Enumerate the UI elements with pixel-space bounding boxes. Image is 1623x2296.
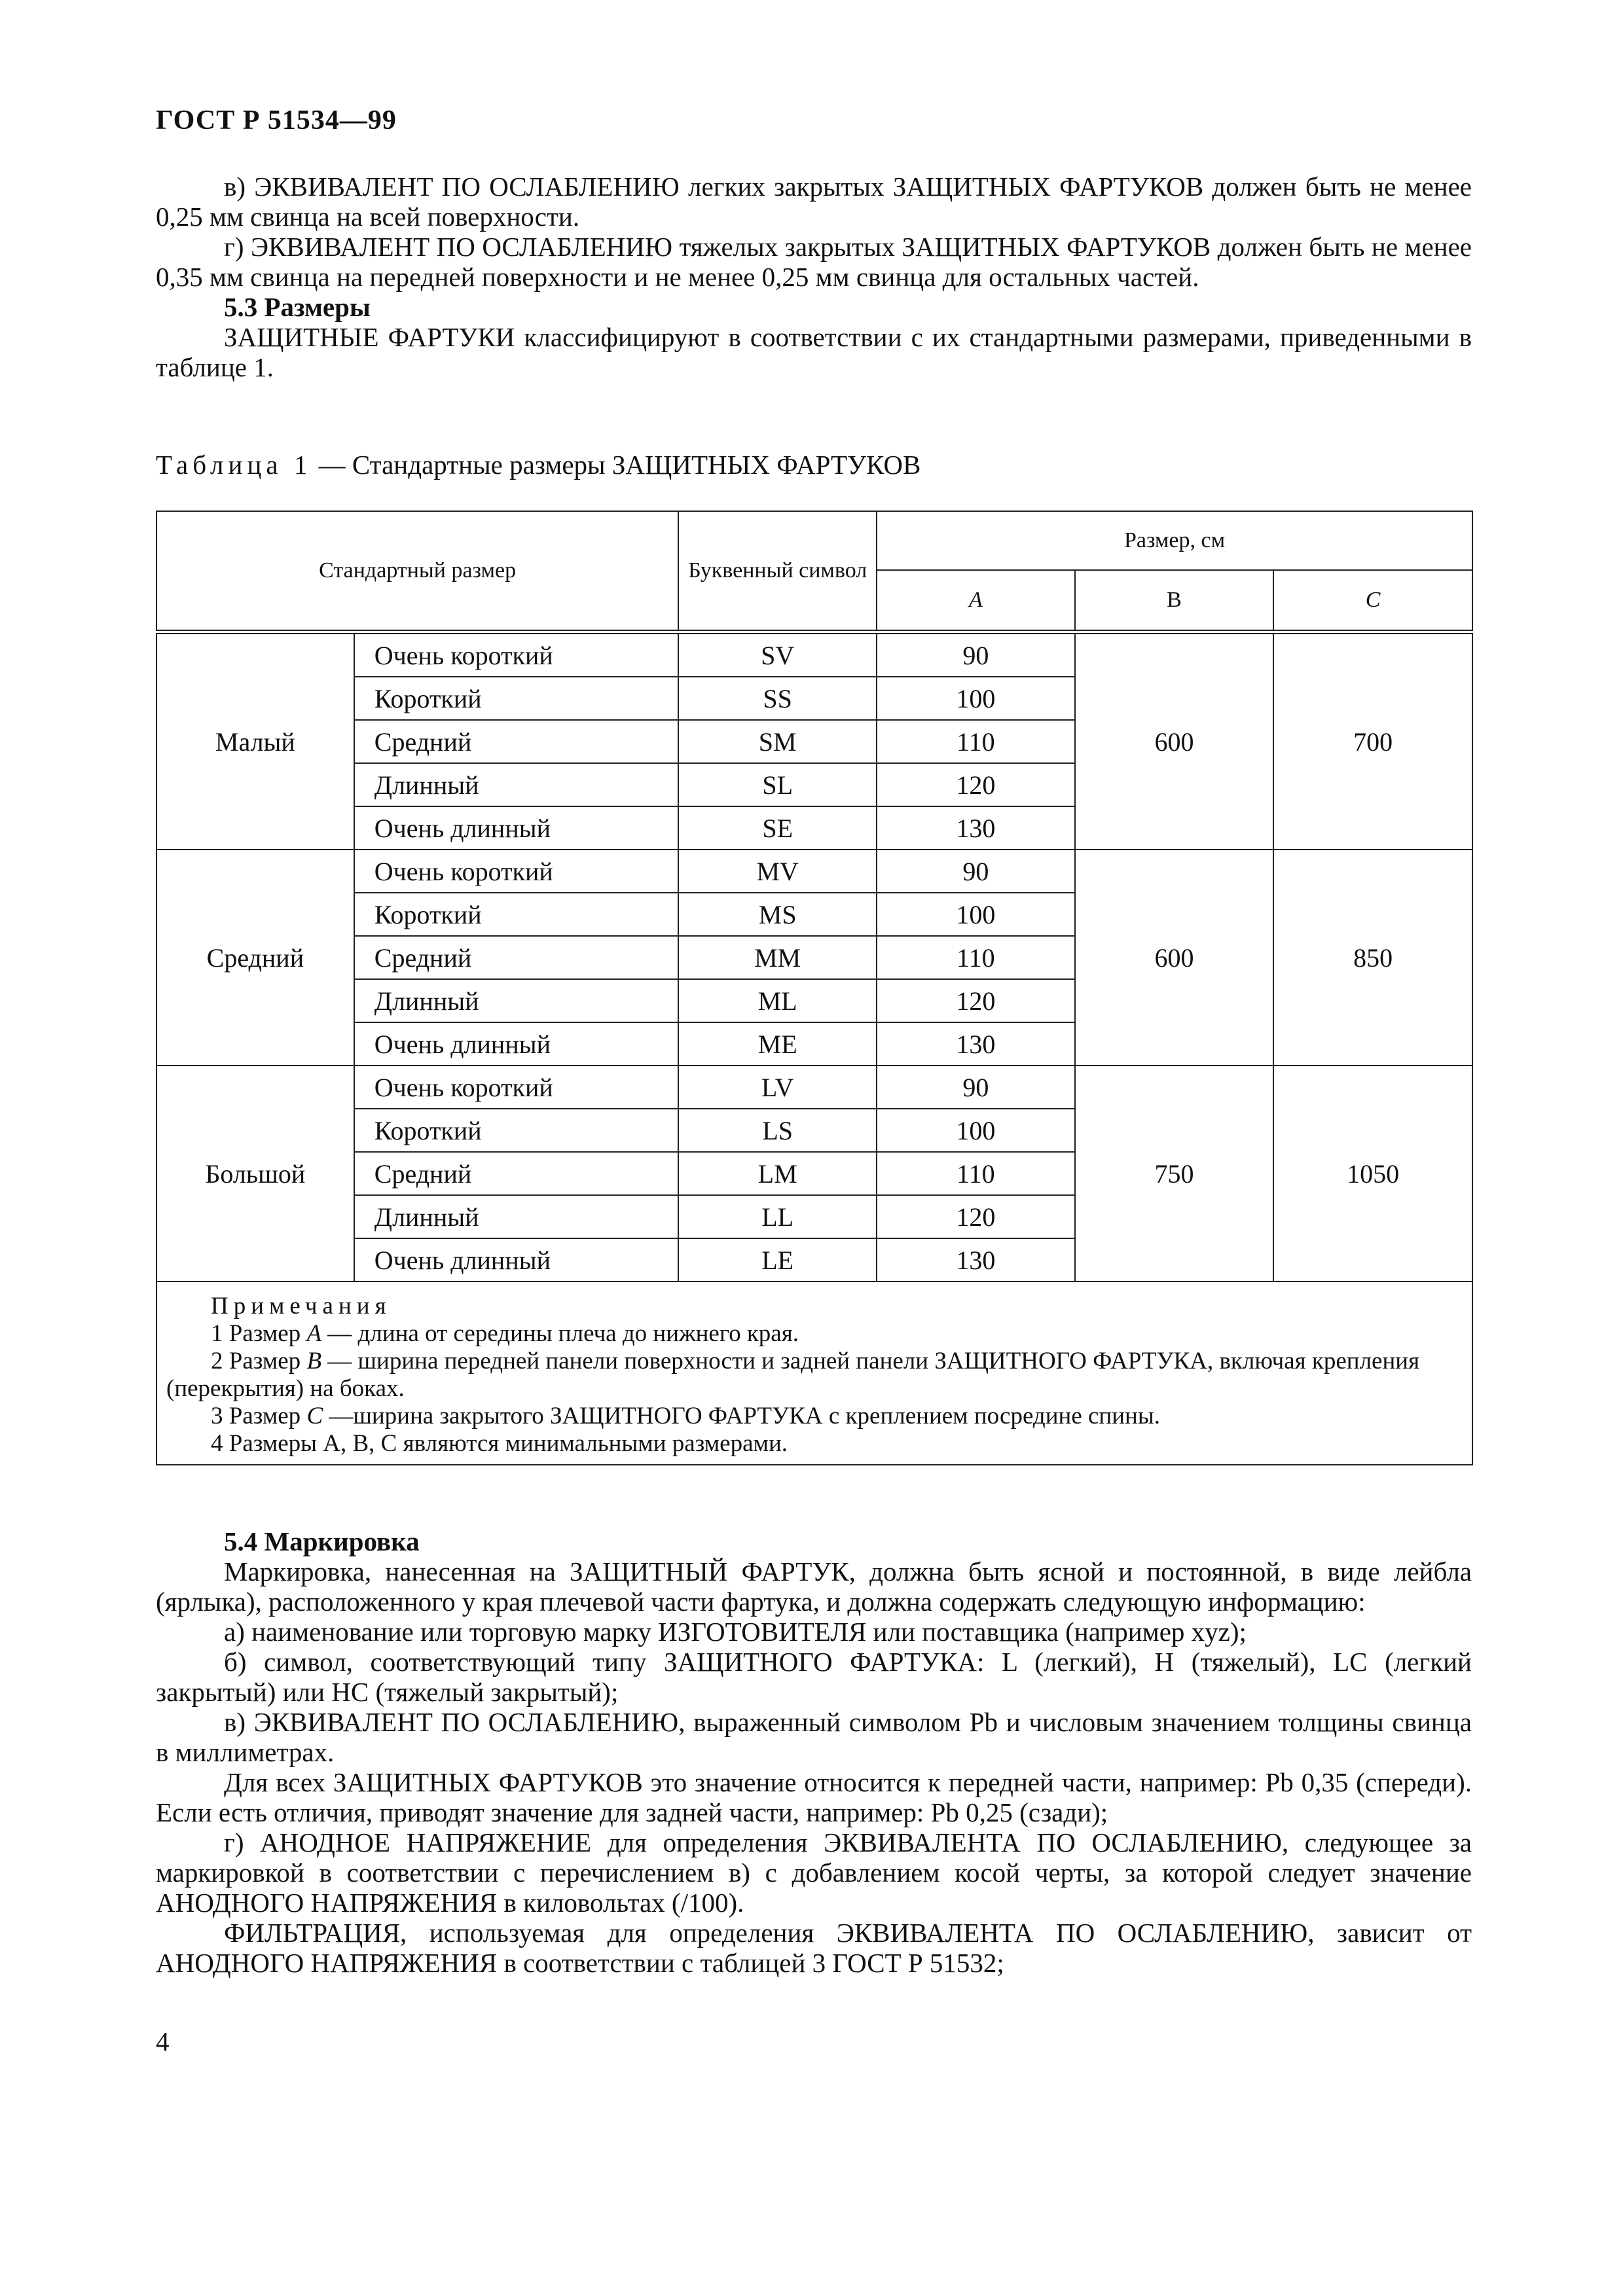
symbol-cell: MS — [678, 893, 877, 936]
section-5-4-item-a: а) наименование или торговую марку ИЗГОТОВИТЕЛЯ или поставщика (например xyz); — [224, 1617, 1247, 1647]
note-3-var: C — [306, 1403, 323, 1429]
header-standard-size: Стандартный размер — [156, 511, 678, 632]
note-2-var: B — [306, 1348, 322, 1374]
c-cell: 700 — [1273, 632, 1472, 850]
header-a: A — [877, 570, 1075, 632]
section-5-4-p1: Маркировка, нанесенная на ЗАЩИТНЫЙ ФАРТУК, должна быть ясной и постоянной, в виде лейбла (ярлыка), расположенного у края плечевой части фартука, и должна содержать следующую информацию: — [156, 1556, 1472, 1617]
symbol-cell: SV — [678, 632, 877, 677]
intro-item-g: г) ЭКВИВАЛЕНТ ПО ОСЛАБЛЕНИЮ тяжелых закрытых ЗАЩИТНЫХ ФАРТУКОВ должен быть не менее 0,35 мм свинца на передней поверхности и не менее 0,25 мм свинца для остальных частей. — [156, 232, 1472, 292]
note-1-pre: 1 Размер — [211, 1320, 307, 1347]
c-cell: 850 — [1273, 850, 1472, 1066]
symbol-cell: MV — [678, 850, 877, 893]
size-cell: Средний — [354, 1152, 679, 1195]
symbol-cell: LL — [678, 1195, 877, 1238]
standard-header: ГОСТ Р 51534—99 — [156, 105, 397, 135]
header-c: C — [1273, 570, 1472, 632]
a-cell: 110 — [877, 1152, 1075, 1195]
note-4: 4 Размеры А, В, С являются минимальными размерами. — [211, 1430, 788, 1457]
notes-row — [156, 1282, 1472, 1465]
group-small — [156, 632, 1472, 850]
note-1-var: A — [306, 1320, 322, 1347]
symbol-cell: LV — [678, 1066, 877, 1109]
a-cell: 130 — [877, 1238, 1075, 1282]
a-cell: 90 — [877, 850, 1075, 893]
table-caption — [156, 449, 921, 480]
notes-title: Примечания — [211, 1293, 392, 1319]
group-name: Малый — [156, 632, 354, 850]
group-name: Большой — [156, 1066, 354, 1282]
note-3-pre: 3 Размер — [211, 1403, 307, 1429]
section-5-4-item-v2: Для всех ЗАЩИТНЫХ ФАРТУКОВ это значение относится к передней части, например: Pb 0,35 (спереди). Если есть отличия, приводят значение для задней части, например: Pb 0,25 (сзади); — [156, 1767, 1472, 1827]
symbol-cell: ME — [678, 1022, 877, 1066]
a-cell: 90 — [877, 632, 1075, 677]
table-caption-text: — Стандартные размеры ЗАЩИТНЫХ ФАРТУКОВ — [312, 450, 921, 480]
section-5-3-heading: 5.3 Размеры — [224, 292, 371, 322]
size-cell: Короткий — [354, 677, 679, 720]
size-cell: Длинный — [354, 1195, 679, 1238]
header-b: B — [1075, 570, 1274, 632]
a-cell: 120 — [877, 763, 1075, 806]
symbol-cell: ML — [678, 979, 877, 1022]
size-cell: Очень длинный — [354, 1238, 679, 1282]
symbol-cell: SM — [678, 720, 877, 763]
size-cell: Длинный — [354, 763, 679, 806]
a-cell: 110 — [877, 720, 1075, 763]
table-caption-label: Таблица 1 — [156, 450, 312, 480]
a-cell: 130 — [877, 1022, 1075, 1066]
section-5-4-filtration: ФИЛЬТРАЦИЯ, используемая для определения ЭКВИВАЛЕНТА ПО ОСЛАБЛЕНИЮ, зависит от АНОДНОГО НАПРЯЖЕНИЯ в соответствии с таблицей 3 ГОСТ Р 51532; — [156, 1918, 1472, 1978]
section-5-4-item-v: в) ЭКВИВАЛЕНТ ПО ОСЛАБЛЕНИЮ, выраженный символом Pb и числовым значением толщины свинца в миллиметрах. — [156, 1707, 1472, 1767]
sizes-table — [156, 511, 1473, 1465]
table-row — [156, 1066, 1472, 1109]
intro-item-v: в) ЭКВИВАЛЕНТ ПО ОСЛАБЛЕНИЮ легких закрытых ЗАЩИТНЫХ ФАРТУКОВ должен быть не менее 0,25 мм свинца на всей поверхности. — [156, 171, 1472, 232]
a-cell: 90 — [877, 1066, 1075, 1109]
symbol-cell: LM — [678, 1152, 877, 1195]
page-number: 4 — [156, 2026, 170, 2056]
size-cell: Очень длинный — [354, 1022, 679, 1066]
note-3-post: —ширина закрытого ЗАЩИТНОГО ФАРТУКА с креплением посредине спины. — [323, 1403, 1160, 1429]
a-cell: 120 — [877, 1195, 1075, 1238]
a-cell: 130 — [877, 806, 1075, 850]
symbol-cell: SL — [678, 763, 877, 806]
b-cell: 750 — [1075, 1066, 1274, 1282]
group-large — [156, 1066, 1472, 1282]
table-row — [156, 850, 1472, 893]
section-5-4-item-g: г) АНОДНОЕ НАПРЯЖЕНИЕ для определения ЭКВИВАЛЕНТА ПО ОСЛАБЛЕНИЮ, следующее за маркировкой в соответствии с перечислением в) с добавлением косой черты, за которой следует значение АНОДНОГО НАПРЯЖЕНИЯ в киловольтах (/100). — [156, 1827, 1472, 1918]
a-cell: 100 — [877, 893, 1075, 936]
note-1 — [166, 1320, 1463, 1348]
section-5-4-item-b: б) символ, соответствующий типу ЗАЩИТНОГО ФАРТУКА: L (легкий), H (тяжелый), LC (легкий закрытый) или HC (тяжелый закрытый); — [156, 1647, 1472, 1707]
section-5-4-block — [156, 1526, 1472, 1978]
header-size-cm: Размер, см — [877, 511, 1472, 570]
size-cell: Длинный — [354, 979, 679, 1022]
size-cell: Очень длинный — [354, 806, 679, 850]
note-2-post: — ширина передней панели поверхности и задней панели ЗАЩИТНОГО ФАРТУКА, включая крепления (перекрытия) на боках. — [166, 1348, 1420, 1402]
group-name: Средний — [156, 850, 354, 1066]
symbol-cell: MM — [678, 936, 877, 979]
note-3 — [166, 1403, 1463, 1430]
symbol-cell: SS — [678, 677, 877, 720]
c-cell: 1050 — [1273, 1066, 1472, 1282]
section-5-3-text: ЗАЩИТНЫЕ ФАРТУКИ классифицируют в соответствии с их стандартными размерами, приведенными в таблице 1. — [156, 322, 1472, 382]
size-cell: Очень короткий — [354, 632, 679, 677]
intro-block — [156, 171, 1472, 382]
size-cell: Короткий — [354, 1109, 679, 1152]
size-cell: Короткий — [354, 893, 679, 936]
size-cell: Очень короткий — [354, 1066, 679, 1109]
size-cell: Средний — [354, 720, 679, 763]
note-1-post: — длина от середины плеча до нижнего края. — [321, 1320, 799, 1347]
symbol-cell: SE — [678, 806, 877, 850]
note-2-pre: 2 Размер — [211, 1348, 307, 1374]
notes-body — [156, 1282, 1472, 1465]
table-notes — [156, 1282, 1472, 1465]
group-medium — [156, 850, 1472, 1066]
size-cell: Очень короткий — [354, 850, 679, 893]
a-cell: 100 — [877, 677, 1075, 720]
b-cell: 600 — [1075, 850, 1274, 1066]
note-2 — [166, 1348, 1463, 1403]
symbol-cell: LE — [678, 1238, 877, 1282]
table-row — [156, 632, 1472, 677]
section-5-4-heading: 5.4 Маркировка — [224, 1526, 420, 1556]
header-letter-symbol: Буквенный символ — [678, 511, 877, 632]
a-cell: 100 — [877, 1109, 1075, 1152]
size-cell: Средний — [354, 936, 679, 979]
a-cell: 120 — [877, 979, 1075, 1022]
a-cell: 110 — [877, 936, 1075, 979]
symbol-cell: LS — [678, 1109, 877, 1152]
b-cell: 600 — [1075, 632, 1274, 850]
